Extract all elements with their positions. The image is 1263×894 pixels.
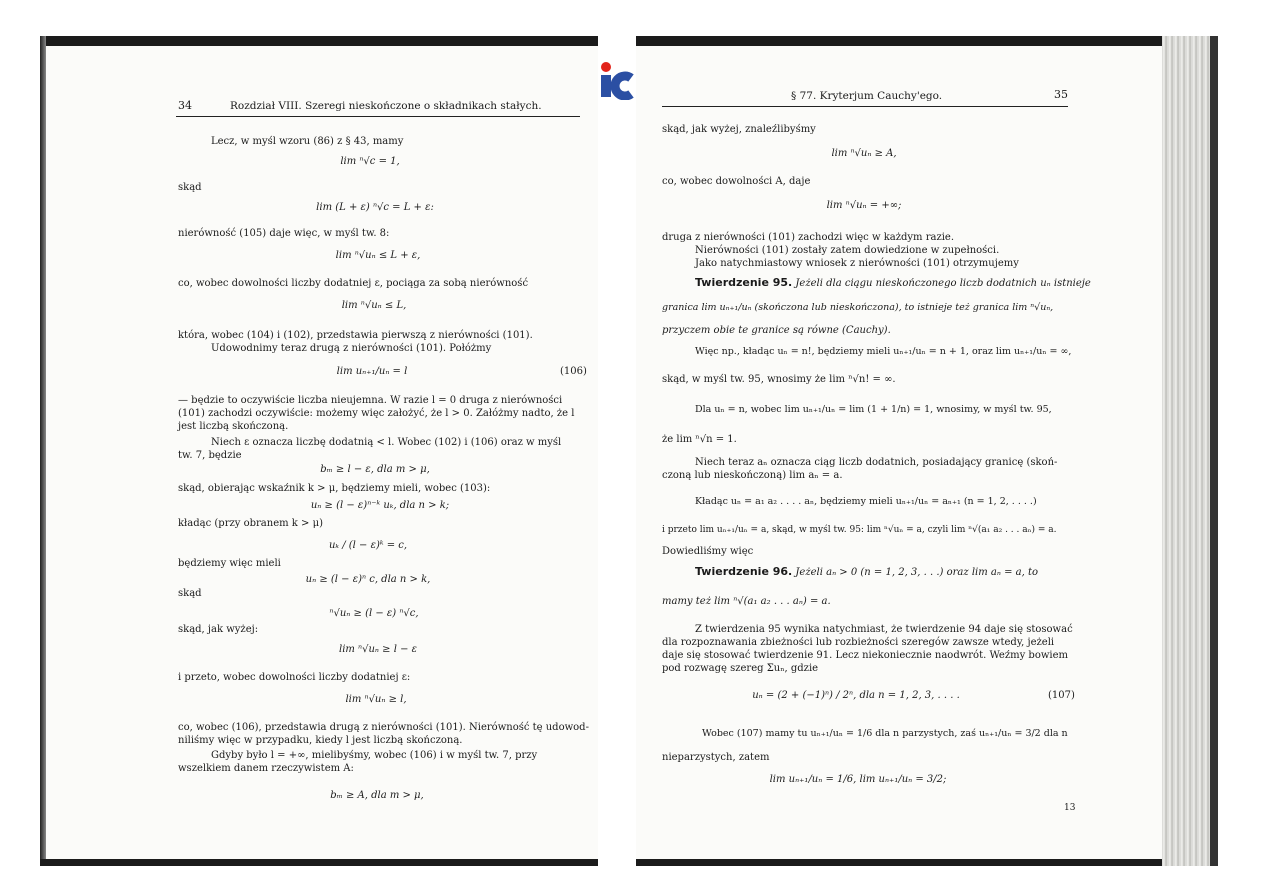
text-line: niliśmy więc w przypadku, kiedy l jest liczbą skończoną.: [178, 735, 463, 746]
formula: lim ⁿ√uₙ = +∞;: [826, 200, 902, 211]
text-line: która, wobec (104) i (102), przedstawia pierwszą z nierówności (101).: [178, 330, 533, 341]
formula: uₙ = (2 + (−1)ⁿ) / 2ⁿ, dla n = 1, 2, 3, . . . .: [752, 690, 960, 701]
text-line: nierówność (105) daje więc, w myśl tw. 8:: [178, 228, 390, 239]
formula: lim uₙ₊₁/uₙ = 1/6, lim uₙ₊₁/uₙ = 3/2;: [769, 774, 947, 785]
page-edge-top: [636, 36, 1218, 46]
theorem-text: Jeżeli dla ciągu nieskończonego liczb dodatnich uₙ istnieje: [795, 278, 1091, 289]
text-line: wszelkiem danem rzeczywistem A:: [178, 763, 354, 774]
text-line: Wobec (107) mamy tu uₙ₊₁/uₙ = 1/6 dla n parzystych, zaś uₙ₊₁/uₙ = 3/2 dla n: [702, 728, 1068, 739]
text-line: Niech ε oznacza liczbę dodatnią < l. Wobec (102) i (106) oraz w myśl: [211, 437, 562, 448]
text-line: — będzie to oczywiście liczba nieujemna. W razie l = 0 druga z nierówności: [178, 395, 563, 406]
formula: lim (L + ε) ⁿ√c = L + ε:: [316, 202, 434, 213]
theorem-line: [695, 277, 1091, 290]
text-line: przyczem obie te granice są równe (Cauchy).: [662, 325, 891, 336]
text-line: i przeto lim uₙ₊₁/uₙ = a, skąd, w myśl tw. 95: lim ⁿ√uₙ = a, czyli lim ⁿ√(a₁ a₂ . . . aₙ) = a.: [662, 525, 1057, 535]
text-line: Więc np., kładąc uₙ = n!, będziemy mieli uₙ₊₁/uₙ = n + 1, oraz lim uₙ₊₁/uₙ = ∞,: [695, 346, 1072, 357]
equation-number: (107): [1048, 690, 1075, 701]
text-line: skąd, w myśl tw. 95, wnosimy że lim ⁿ√n! = ∞.: [662, 374, 896, 385]
header-rule: [176, 116, 580, 117]
text-line: czoną lub nieskończoną) lim aₙ = a.: [662, 470, 843, 481]
page-edge-left: [40, 36, 46, 866]
signature-mark: 13: [1064, 803, 1076, 813]
formula: uₙ ≥ (l − ε)ⁿ⁻ᵏ uₖ, dla n > k;: [310, 500, 450, 511]
formula: lim ⁿ√uₙ ≥ A,: [831, 148, 897, 159]
formula: uₖ / (l − ε)ᵏ = c,: [328, 540, 408, 551]
text-line: Kładąc uₙ = a₁ a₂ . . . . aₙ, będziemy mieli uₙ₊₁/uₙ = aₙ₊₁ (n = 1, 2, . . . .): [695, 496, 1037, 507]
theorem-line: [695, 566, 1038, 579]
theorem-heading: Twierdzenie 96.: [695, 565, 793, 578]
text-line: skąd: [178, 588, 202, 599]
page-edge-bottom: [636, 859, 1218, 866]
text-line: co, wobec (106), przedstawia drugą z nierówności (101). Nierówność tę udowod-: [178, 722, 589, 733]
text-line: że lim ⁿ√n = 1.: [662, 434, 737, 445]
text-line: Z twierdzenia 95 wynika natychmiast, że twierdzenie 94 daje się stosować: [695, 624, 1073, 635]
running-head: Rozdział VIII. Szeregi nieskończone o składnikach stałych.: [230, 100, 542, 112]
text-line: nieparzystych, zatem: [662, 752, 770, 763]
theorem-heading: Twierdzenie 95.: [695, 276, 793, 289]
text-line: i przeto, wobec dowolności liczby dodatniej ε:: [178, 672, 411, 683]
formula: lim ⁿ√c = 1,: [340, 156, 400, 167]
text-line: skąd, jak wyżej, znaleźlibyśmy: [662, 124, 816, 135]
text-line: druga z nierówności (101) zachodzi więc w każdym razie.: [662, 232, 955, 243]
formula: lim ⁿ√uₙ ≥ l,: [345, 694, 407, 705]
text-line: pod rozwagę szereg Σuₙ, gdzie: [662, 663, 819, 674]
theorem-text: Jeżeli aₙ > 0 (n = 1, 2, 3, . . .) oraz lim aₙ = a, to: [795, 567, 1038, 578]
header-rule: [662, 106, 1068, 107]
formula: ⁿ√uₙ ≥ (l − ε) ⁿ√c,: [329, 608, 419, 619]
formula: bₘ ≥ A, dla m > μ,: [330, 790, 424, 801]
text-line: (101) zachodzi oczywiście: możemy więc założyć, że l > 0. Załóżmy nadto, że l: [178, 408, 575, 419]
formula: lim ⁿ√uₙ ≥ l − ε: [338, 644, 418, 655]
right-page: [636, 36, 1218, 866]
text-line: skąd, obierając wskaźnik k > μ, będziemy mieli, wobec (103):: [178, 483, 491, 494]
formula: uₙ ≥ (l − ε)ⁿ c, dla n > k,: [305, 574, 431, 585]
text-line: dla rozpoznawania zbieżności lub rozbieżności szeregów zawsze wtedy, jeżeli: [662, 637, 1055, 648]
running-head: § 77. Kryterjum Cauchy'ego.: [791, 90, 943, 102]
text-line: Dla uₙ = n, wobec lim uₙ₊₁/uₙ = lim (1 + 1/n) = 1, wnosimy, w myśl tw. 95,: [695, 404, 1052, 415]
text-line: co, wobec dowolności liczby dodatniej ε, pociąga za sobą nierówność: [178, 278, 529, 289]
text-line: skąd: [178, 182, 202, 193]
formula: bₘ ≥ l − ε, dla m > μ,: [320, 464, 430, 475]
page-number: 34: [178, 99, 192, 112]
page-edge-bottom: [40, 859, 598, 866]
formula: lim ⁿ√uₙ ≤ L + ε,: [335, 250, 421, 261]
text-line: Gdyby było l = +∞, mielibyśmy, wobec (106) i w myśl tw. 7, przy: [211, 750, 538, 761]
text-line: co, wobec dowolności A, daje: [662, 176, 811, 187]
text-line: granica lim uₙ₊₁/uₙ (skończona lub nieskończona), to istnieje też granica lim ⁿ√uₙ,: [662, 302, 1054, 313]
text-line: Dowiedliśmy więc: [662, 546, 754, 557]
text-line: Jako natychmiastowy wniosek z nierówności (101) otrzymujemy: [695, 258, 1019, 269]
text-line: kładąc (przy obranem k > μ): [178, 518, 323, 529]
text-line: skąd, jak wyżej:: [178, 624, 259, 635]
text-line: daje się stosować twierdzenie 91. Lecz niekoniecznie naodwrót. Weźmy bowiem: [662, 650, 1068, 661]
left-page: [40, 36, 598, 866]
text-line: jest liczbą skończoną.: [178, 421, 289, 432]
book-cover-edge: [1210, 36, 1218, 866]
text-line: tw. 7, będzie: [178, 450, 242, 461]
text-line: Nierówności (101) zostały zatem dowiedzione w zupełności.: [695, 245, 1000, 256]
formula: lim uₙ₊₁/uₙ = l: [336, 366, 408, 377]
text-line: będziemy więc mieli: [178, 558, 281, 569]
text-line: mamy też lim ⁿ√(a₁ a₂ . . . aₙ) = a.: [662, 596, 831, 607]
page-number: 35: [1054, 88, 1068, 101]
text-line: Lecz, w myśl wzoru (86) z § 43, mamy: [211, 136, 404, 147]
text-line: Niech teraz aₙ oznacza ciąg liczb dodatnich, posiadający granicę (skoń-: [695, 457, 1058, 468]
page-edge-top: [40, 36, 598, 46]
equation-number: (106): [560, 366, 587, 377]
text-line: Udowodnimy teraz drugą z nierówności (101). Połóżmy: [211, 343, 492, 354]
formula: lim ⁿ√uₙ ≤ L,: [341, 300, 407, 311]
